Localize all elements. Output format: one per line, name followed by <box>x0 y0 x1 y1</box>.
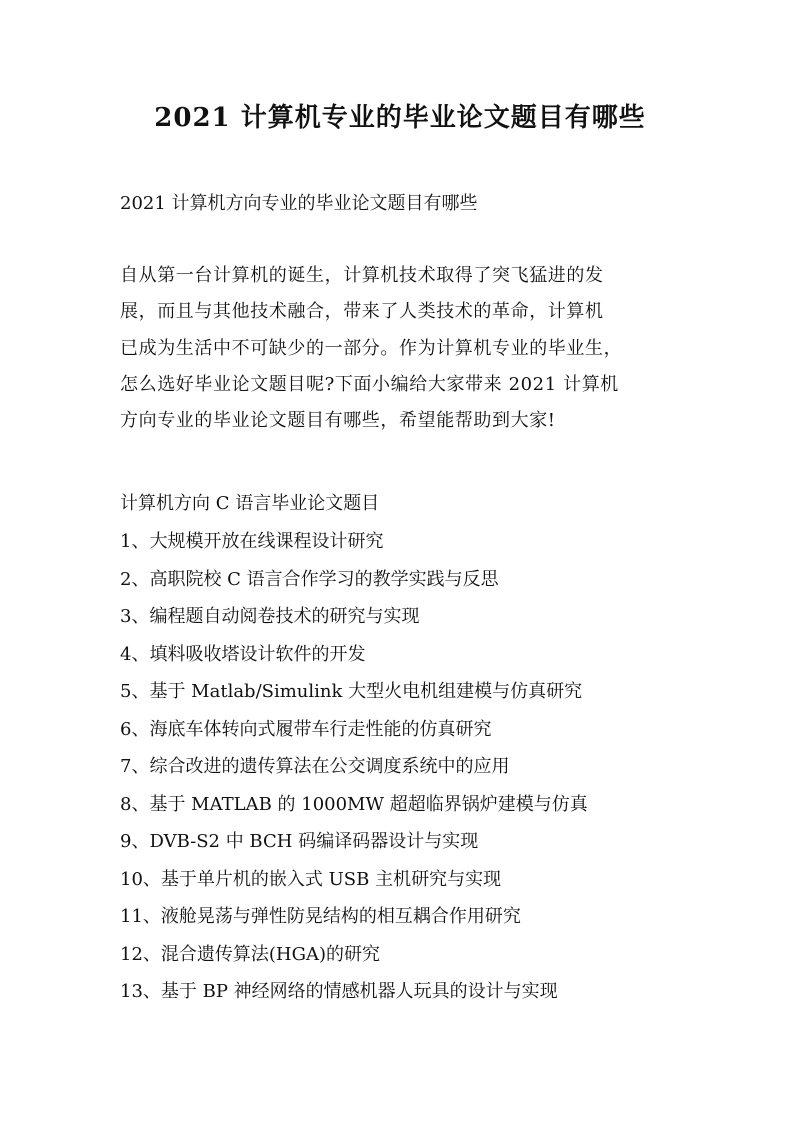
topic-item: 12、混合遗传算法(HGA)的研究 <box>120 943 381 965</box>
topic-item: 13、基于 BP 神经网络的情感机器人玩具的设计与实现 <box>120 981 558 1002</box>
topic-item: 5、基于 Matlab/Simulink 大型火电机组建模与仿真研究 <box>120 681 583 702</box>
intro-line: 自从第一台计算机的诞生，计算机技术取得了突飞猛进的发 <box>120 265 604 286</box>
topic-item: 7、综合改进的遗传算法在公交调度系统中的应用 <box>120 756 510 777</box>
topic-item: 2、高职院校 C 语言合作学习的教学实践与反思 <box>120 568 499 590</box>
topic-item: 1、大规模开放在线课程设计研究 <box>120 531 384 552</box>
intro-line: 方向专业的毕业论文题目有哪些，希望能帮助到大家! <box>120 410 556 432</box>
topic-item: 9、DVB-S2 中 BCH 码编译码器设计与实现 <box>120 831 479 852</box>
topic-item: 11、液舱晃荡与弹性防晃结构的相互耦合作用研究 <box>120 906 521 927</box>
topic-item: 3、编程题自动阅卷技术的研究与实现 <box>120 606 420 627</box>
topic-item: 8、基于 MATLAB 的 1000MW 超超临界锅炉建模与仿真 <box>120 793 588 815</box>
intro-paragraph <box>120 262 690 443</box>
topic-item: 10、基于单片机的嵌入式 USB 主机研究与实现 <box>120 868 502 890</box>
section-heading: 计算机方向 C 语言毕业论文题目 <box>120 493 380 514</box>
intro-line: 已成为生活中不可缺少的一部分。作为计算机专业的毕业生， <box>120 337 623 359</box>
document-subtitle: 2021 计算机方向专业的毕业论文题目有哪些 <box>120 193 478 214</box>
intro-line: 展，而且与其他技术融合，带来了人类技术的革命，计算机 <box>120 301 604 323</box>
intro-line: 怎么选好毕业论文题目呢?下面小编给大家带来 2021 计算机 <box>120 373 619 395</box>
document-title: 2021 计算机专业的毕业论文题目有哪些 <box>154 103 646 133</box>
topic-item: 6、海底车体转向式履带车行走性能的仿真研究 <box>120 718 492 740</box>
topic-list <box>120 528 588 1016</box>
topic-item: 4、填料吸收塔设计软件的开发 <box>120 643 366 665</box>
